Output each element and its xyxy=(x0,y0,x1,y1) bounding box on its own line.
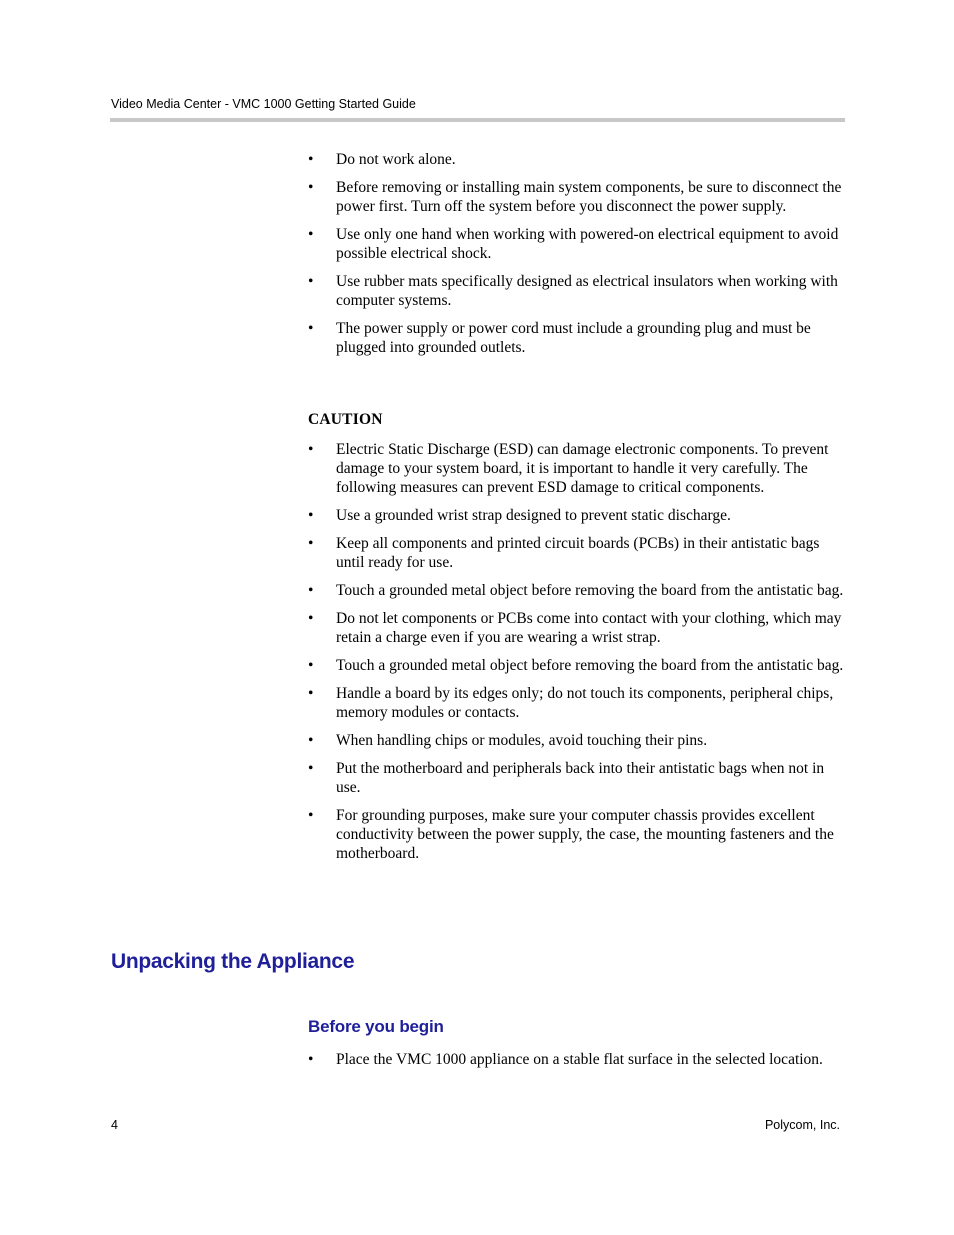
list-item-text: Electric Static Discharge (ESD) can damage electronic components. To prevent damage to your system board, it is important to handle it very carefully. The following measures can prevent ESD damage to critical components. xyxy=(336,441,829,496)
bullet-icon: • xyxy=(308,582,314,599)
list-item-text: Do not let components or PCBs come into contact with your clothing, which may retain a charge even if you are wearing a wrist strap. xyxy=(336,610,842,646)
list-item xyxy=(308,319,848,357)
safety-bullet-list xyxy=(308,150,848,366)
list-item-text: Keep all components and printed circuit boards (PCBs) in their antistatic bags until ready for use. xyxy=(336,535,820,571)
list-item xyxy=(308,534,848,572)
list-item xyxy=(308,731,848,750)
caution-label: CAUTION xyxy=(308,411,383,428)
list-item-text: Do not work alone. xyxy=(336,151,456,168)
bullet-icon: • xyxy=(308,507,314,524)
list-item-text: Before removing or installing main system components, be sure to disconnect the power first. Turn off the system before you disconnect the power supply. xyxy=(336,179,842,215)
list-item-text: For grounding purposes, make sure your computer chassis provides excellent conductivity between the power supply, the case, the mounting fasteners and the motherboard. xyxy=(336,807,834,862)
before-you-begin-list xyxy=(308,1050,848,1078)
list-item xyxy=(308,506,848,525)
bullet-icon: • xyxy=(308,226,314,243)
section-heading: Unpacking the Appliance xyxy=(111,950,355,973)
list-item xyxy=(308,759,848,797)
list-item xyxy=(308,150,848,169)
list-item-text: Put the motherboard and peripherals back into their antistatic bags when not in use. xyxy=(336,760,825,796)
list-item-text: Touch a grounded metal object before removing the board from the antistatic bag. xyxy=(336,657,844,674)
list-item xyxy=(308,656,848,675)
bullet-icon: • xyxy=(308,320,314,337)
list-item-text: Use only one hand when working with powered-on electrical equipment to avoid possible electrical shock. xyxy=(336,226,839,262)
list-item xyxy=(308,806,848,863)
footer-company: Polycom, Inc. xyxy=(764,1118,840,1132)
bullet-icon: • xyxy=(308,807,314,824)
list-item xyxy=(308,1050,848,1069)
bullet-icon: • xyxy=(308,657,314,674)
bullet-icon: • xyxy=(308,732,314,749)
list-item-text: Touch a grounded metal object before removing the board from the antistatic bag. xyxy=(336,582,844,599)
list-item xyxy=(308,225,848,263)
list-item-text: Use a grounded wrist strap designed to prevent static discharge. xyxy=(336,507,731,524)
bullet-icon: • xyxy=(308,273,314,290)
bullet-icon: • xyxy=(308,441,314,458)
bullet-icon: • xyxy=(308,151,314,168)
list-item xyxy=(308,272,848,310)
list-item xyxy=(308,581,848,600)
bullet-icon: • xyxy=(308,179,314,196)
page-number: 4 xyxy=(111,1118,118,1132)
bullet-icon: • xyxy=(308,760,314,777)
caution-bullet-list xyxy=(308,440,848,872)
list-item xyxy=(308,684,848,722)
list-item-text: When handling chips or modules, avoid touching their pins. xyxy=(336,732,708,749)
subsection-heading: Before you begin xyxy=(308,1017,444,1036)
list-item-text: Use rubber mats specifically designed as electrical insulators when working with computer systems. xyxy=(336,273,838,309)
list-item xyxy=(308,609,848,647)
list-item xyxy=(308,178,848,216)
list-item-text: Place the VMC 1000 appliance on a stable flat surface in the selected location. xyxy=(336,1051,823,1068)
list-item-text: The power supply or power cord must include a grounding plug and must be plugged into grounded outlets. xyxy=(336,320,811,356)
list-item-text: Handle a board by its edges only; do not touch its components, peripheral chips, memory modules or contacts. xyxy=(336,685,834,721)
bullet-icon: • xyxy=(308,610,314,627)
header-rule xyxy=(110,118,845,122)
bullet-icon: • xyxy=(308,1051,314,1068)
bullet-icon: • xyxy=(308,535,314,552)
list-item xyxy=(308,440,848,497)
bullet-icon: • xyxy=(308,685,314,702)
running-header: Video Media Center - VMC 1000 Getting Started Guide xyxy=(111,97,416,111)
